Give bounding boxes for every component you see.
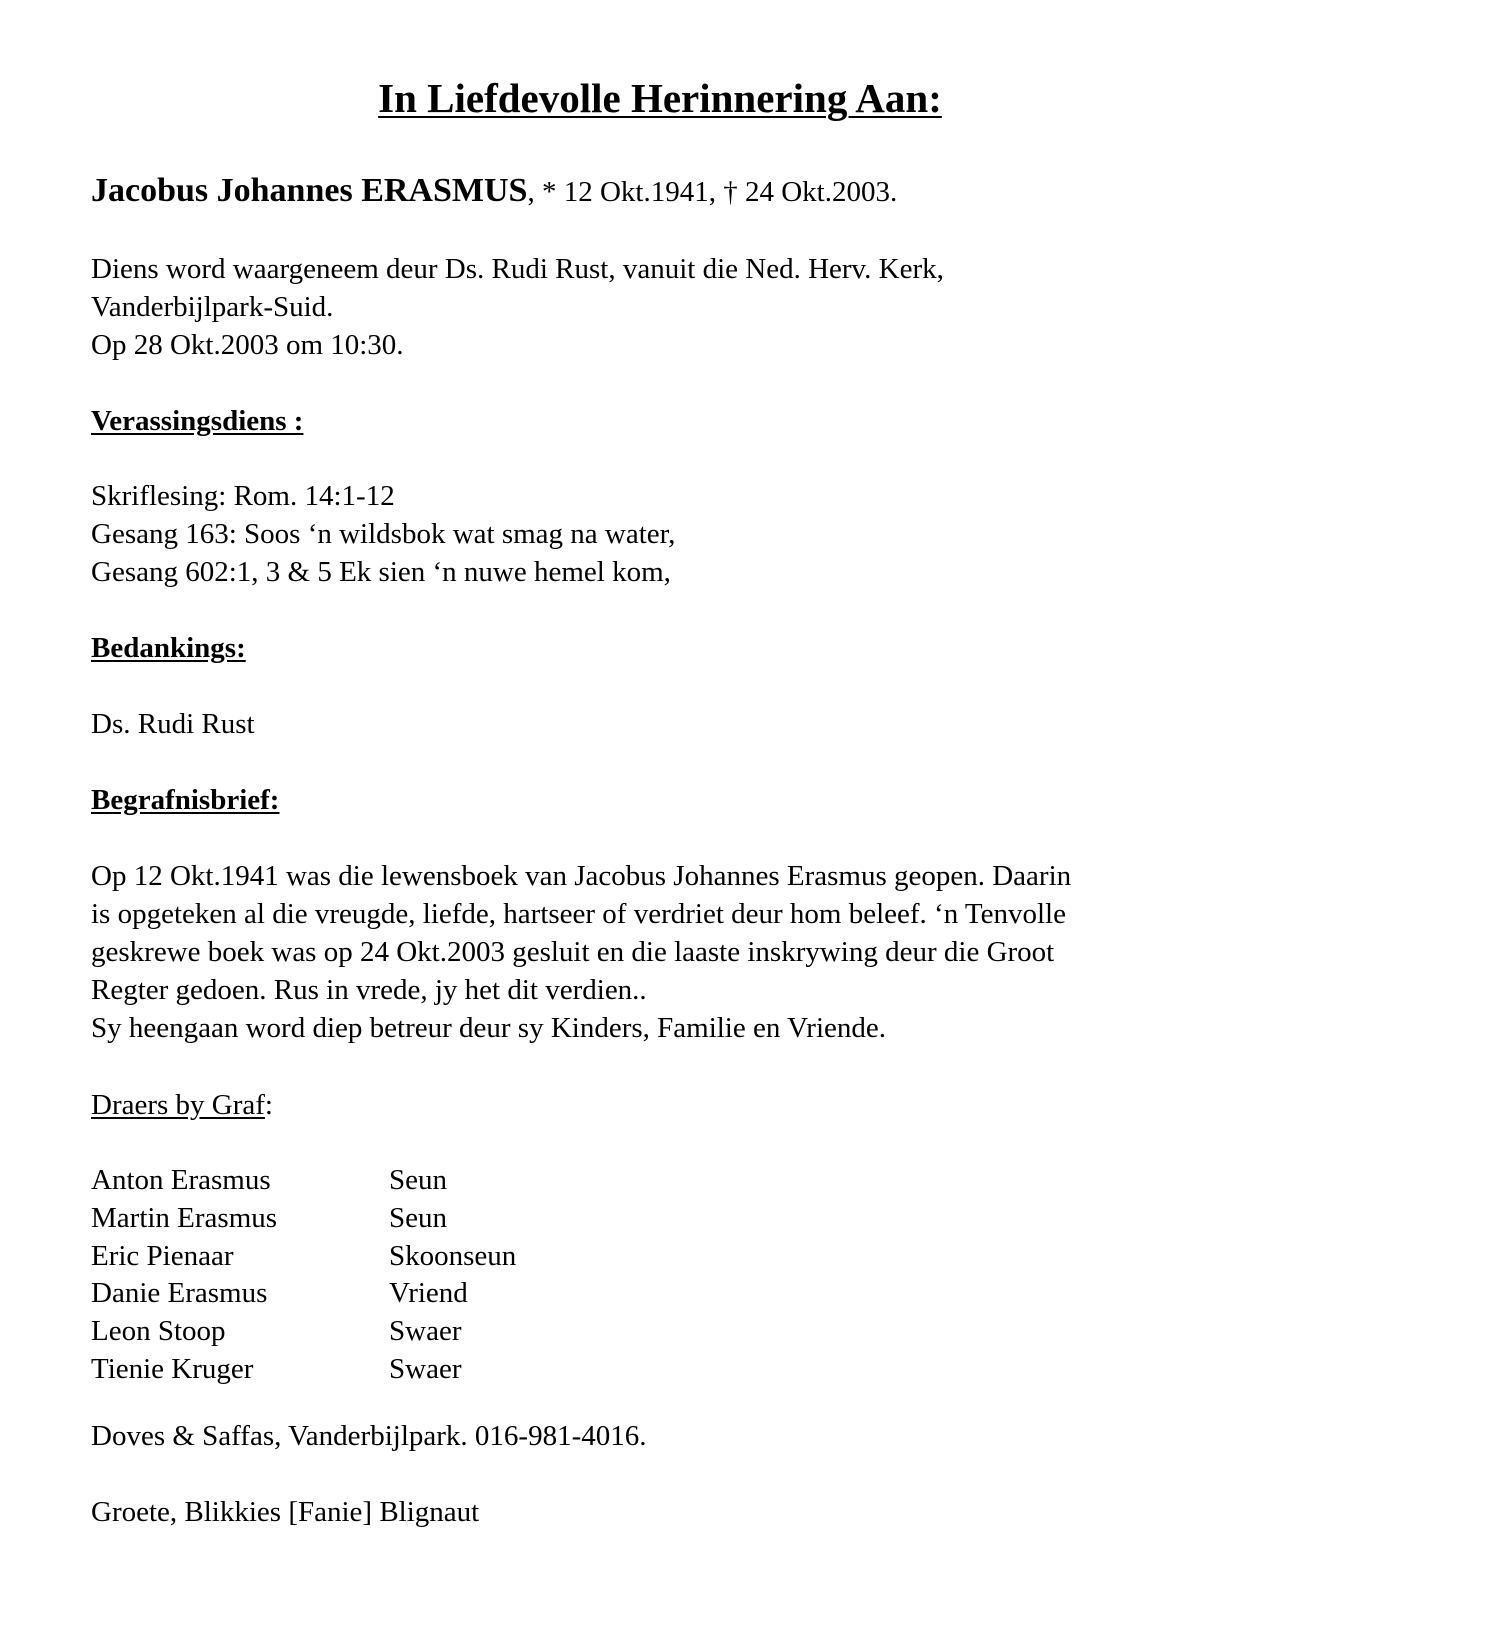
undertaker-line: Doves & Saffas, Vanderbijlpark. 016-981-4016. — [91, 1420, 647, 1452]
deceased-line — [91, 172, 897, 211]
bearer-name: Martin Erasmus — [91, 1201, 278, 1234]
bedankings-text: Ds. Rudi Rust — [91, 708, 255, 740]
list-item — [91, 1238, 516, 1276]
service-time: Op 28 Okt.2003 om 10:30. — [91, 329, 404, 361]
page-title: In Liefdevolle Herinnering Aan: — [378, 75, 942, 121]
service-line-2: Vanderbijlpark-Suid. — [91, 291, 334, 323]
list-item — [91, 1313, 516, 1351]
scripture-reading: Skriflesing: Rom. 14:1-12 — [91, 480, 395, 512]
draers-heading-line — [91, 1086, 273, 1124]
letter-line-2: is opgeteken al die vreugde, liefde, hartseer of verdriet deur hom beleef. ‘n Tenvolle — [91, 898, 1066, 930]
bearer-relation: Swaer — [389, 1352, 462, 1385]
deceased-name: Jacobus Johannes ERASMUS — [91, 172, 528, 209]
bearer-relation: Seun — [389, 1201, 447, 1234]
bearer-name: Danie Erasmus — [91, 1277, 268, 1310]
pallbearers-list — [91, 1162, 516, 1389]
greeting-line: Groete, Blikkies [Fanie] Blignaut — [91, 1496, 480, 1528]
hymn-602: Gesang 602:1, 3 & 5 Ek sien ‘n nuwe hemel kom, — [91, 556, 671, 588]
bearer-relation: Seun — [389, 1164, 447, 1196]
letter-line-1: Op 12 Okt.1941 was die lewensboek van Jacobus Johannes Erasmus geopen. Daarin — [91, 860, 1072, 892]
list-item — [91, 1275, 516, 1313]
letter-line-3: geskrewe boek was op 24 Okt.2003 gesluit en die laaste inskrywing deur die Groot — [91, 936, 1055, 968]
draers-colon: : — [264, 1089, 273, 1121]
draers-heading: Draers by Graf — [91, 1089, 265, 1121]
bedankings-heading: Bedankings: — [91, 632, 246, 664]
bearer-name: Leon Stoop — [91, 1315, 226, 1348]
service-line-1: Diens word waargeneem deur Ds. Rudi Rust, vanuit die Ned. Herv. Kerk, — [91, 253, 944, 285]
list-item — [91, 1162, 516, 1200]
bearer-relation: Vriend — [389, 1277, 468, 1310]
list-item — [91, 1200, 516, 1238]
hymn-163: Gesang 163: Soos ‘n wildsbok wat smag na water, — [91, 518, 676, 550]
letter-line-4: Regter gedoen. Rus in vrede, jy het dit verdien.. — [91, 974, 647, 1006]
bearer-name: Tienie Kruger — [91, 1352, 254, 1385]
letter-line-5: Sy heengaan word diep betreur deur sy Kinders, Familie en Vriende. — [91, 1012, 886, 1044]
bearer-name: Eric Pienaar — [91, 1239, 234, 1272]
bearer-relation: Skoonseun — [389, 1239, 517, 1272]
deceased-dates: , * 12 Okt.1941, † 24 Okt.2003. — [527, 176, 898, 208]
begrafnisbrief-heading: Begrafnisbrief: — [91, 784, 280, 816]
bearer-relation: Swaer — [389, 1315, 462, 1348]
bearer-name: Anton Erasmus — [91, 1164, 271, 1196]
verassingsdiens-heading: Verassingsdiens : — [91, 405, 304, 437]
list-item — [91, 1351, 516, 1389]
